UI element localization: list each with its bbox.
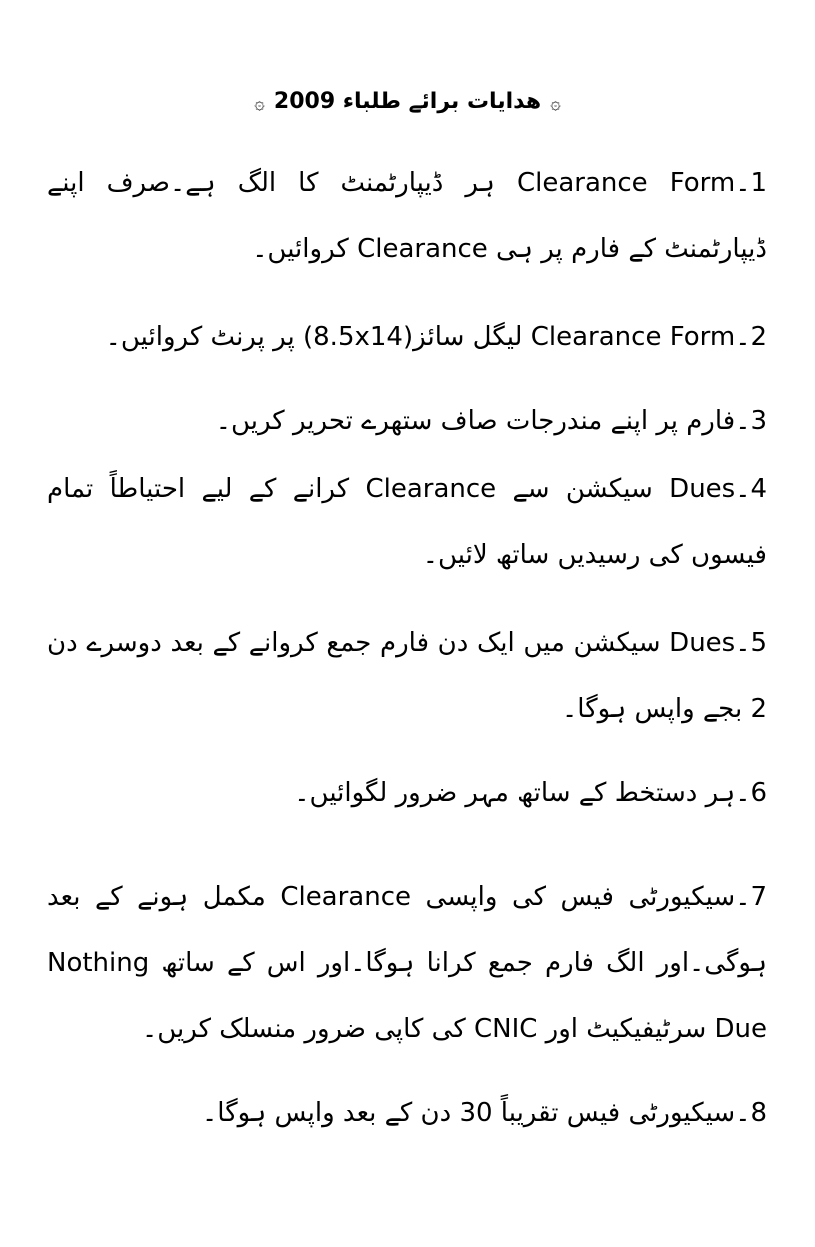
page-title: ھدایات برائے طلباء 2009 <box>273 89 542 114</box>
ornament-icon-right: ۞ <box>550 93 561 114</box>
title-row <box>0 84 815 120</box>
instruction-item-5: 5۔Dues سیکشن میں ایک دن فارم جمع کروانے کے بعد دوسرے دن 2 بجے واپس ہوگا۔ <box>47 628 767 724</box>
instruction-item-1: 1۔Clearance Form ہر ڈیپارٹمنٹ کا الگ ہے۔صرف اپنے ڈیپارٹمنٹ کے فارم پر ہی Clearance کروائیں۔ <box>47 168 767 264</box>
instruction-item-8: 8۔سیکیورٹی فیس تقریباً 30 دن کے بعد واپس ہوگا۔ <box>202 1098 767 1128</box>
instruction-item-4: 4۔Dues سیکشن سے Clearance کرانے کے لیے احتیاطاً تمام فیسوں کی رسیدیں ساتھ لائیں۔ <box>47 474 767 570</box>
instruction-item-7: 7۔سیکیورٹی فیس کی واپسی Clearance مکمل ہونے کے بعد ہوگی۔اور الگ فارم جمع کرانا ہوگا۔اور اس کے ساتھ Nothing Due سرٹیفیکیٹ اور CNIC کی کاپی ضرور منسلک کریں۔ <box>47 882 767 1044</box>
instruction-item-3: 3۔فارم پر اپنے مندرجات صاف ستھرے تحریر کریں۔ <box>215 406 767 436</box>
instruction-item-2: 2۔Clearance Form لیگل سائز(8.5x14) پر پرنٹ کروائیں۔ <box>105 322 767 352</box>
instruction-item-6: 6۔ہر دستخط کے ساتھ مہر ضرور لگوائیں۔ <box>294 778 767 808</box>
ornament-icon-left: ۞ <box>254 93 265 114</box>
